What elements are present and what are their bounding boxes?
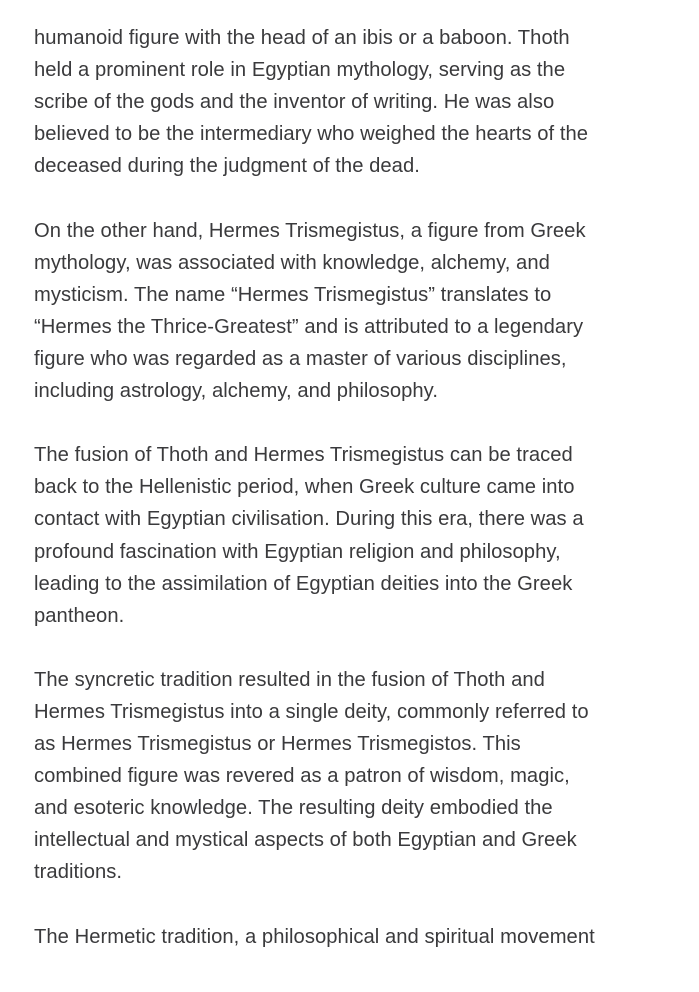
text-line: The fusion of Thoth and Hermes Trismegistus can be traced (34, 444, 573, 467)
text-line: and esoteric knowledge. The resulting deity embodied the (34, 797, 553, 820)
paragraph-hellenistic-fusion (34, 439, 674, 632)
text-line: deceased during the judgment of the dead. (34, 155, 420, 178)
text-line: humanoid figure with the head of an ibis or a baboon. Thoth (34, 27, 570, 49)
text-line: scribe of the gods and the inventor of writing. He was also (34, 91, 555, 114)
text-line: Hermes Trismegistus into a single deity, commonly referred to (34, 700, 589, 723)
text-line: On the other hand, Hermes Trismegistus, a figure from Greek (34, 219, 586, 242)
text-line: mysticism. The name “Hermes Trismegistus” translates to (34, 283, 552, 306)
paragraph-hermetic-tradition (34, 921, 674, 953)
text-line: combined figure was revered as a patron of wisdom, magic, (34, 765, 570, 788)
text-line: figure who was regarded as a master of various disciplines, (34, 347, 567, 370)
article-body (34, 22, 674, 985)
text-line: as Hermes Trismegistus or Hermes Trismegistos. This (34, 733, 521, 756)
paragraph-hermes-trismegistus (34, 215, 674, 408)
text-line: back to the Hellenistic period, when Greek culture came into (34, 476, 575, 499)
text-line: mythology, was associated with knowledge, alchemy, and (34, 251, 550, 274)
text-line: traditions. (34, 861, 123, 884)
text-line: pantheon. (34, 604, 125, 627)
text-line: The Hermetic tradition, a philosophical and spiritual movement (34, 925, 595, 948)
text-line: held a prominent role in Egyptian mythology, serving as the (34, 59, 566, 82)
text-line: believed to be the intermediary who weighed the hearts of the (34, 123, 589, 146)
text-line: profound fascination with Egyptian religion and philosophy, (34, 540, 561, 563)
paragraph-thoth-description (34, 22, 674, 182)
text-line: “Hermes the Thrice-Greatest” and is attributed to a legendary (34, 315, 584, 338)
paragraph-syncretic-tradition (34, 664, 674, 889)
text-line: contact with Egyptian civilisation. During this era, there was a (34, 508, 584, 531)
text-line: including astrology, alchemy, and philosophy. (34, 380, 438, 403)
text-line: leading to the assimilation of Egyptian deities into the Greek (34, 572, 573, 595)
text-line: The syncretic tradition resulted in the fusion of Thoth and (34, 668, 545, 691)
text-line: intellectual and mystical aspects of both Egyptian and Greek (34, 829, 577, 852)
